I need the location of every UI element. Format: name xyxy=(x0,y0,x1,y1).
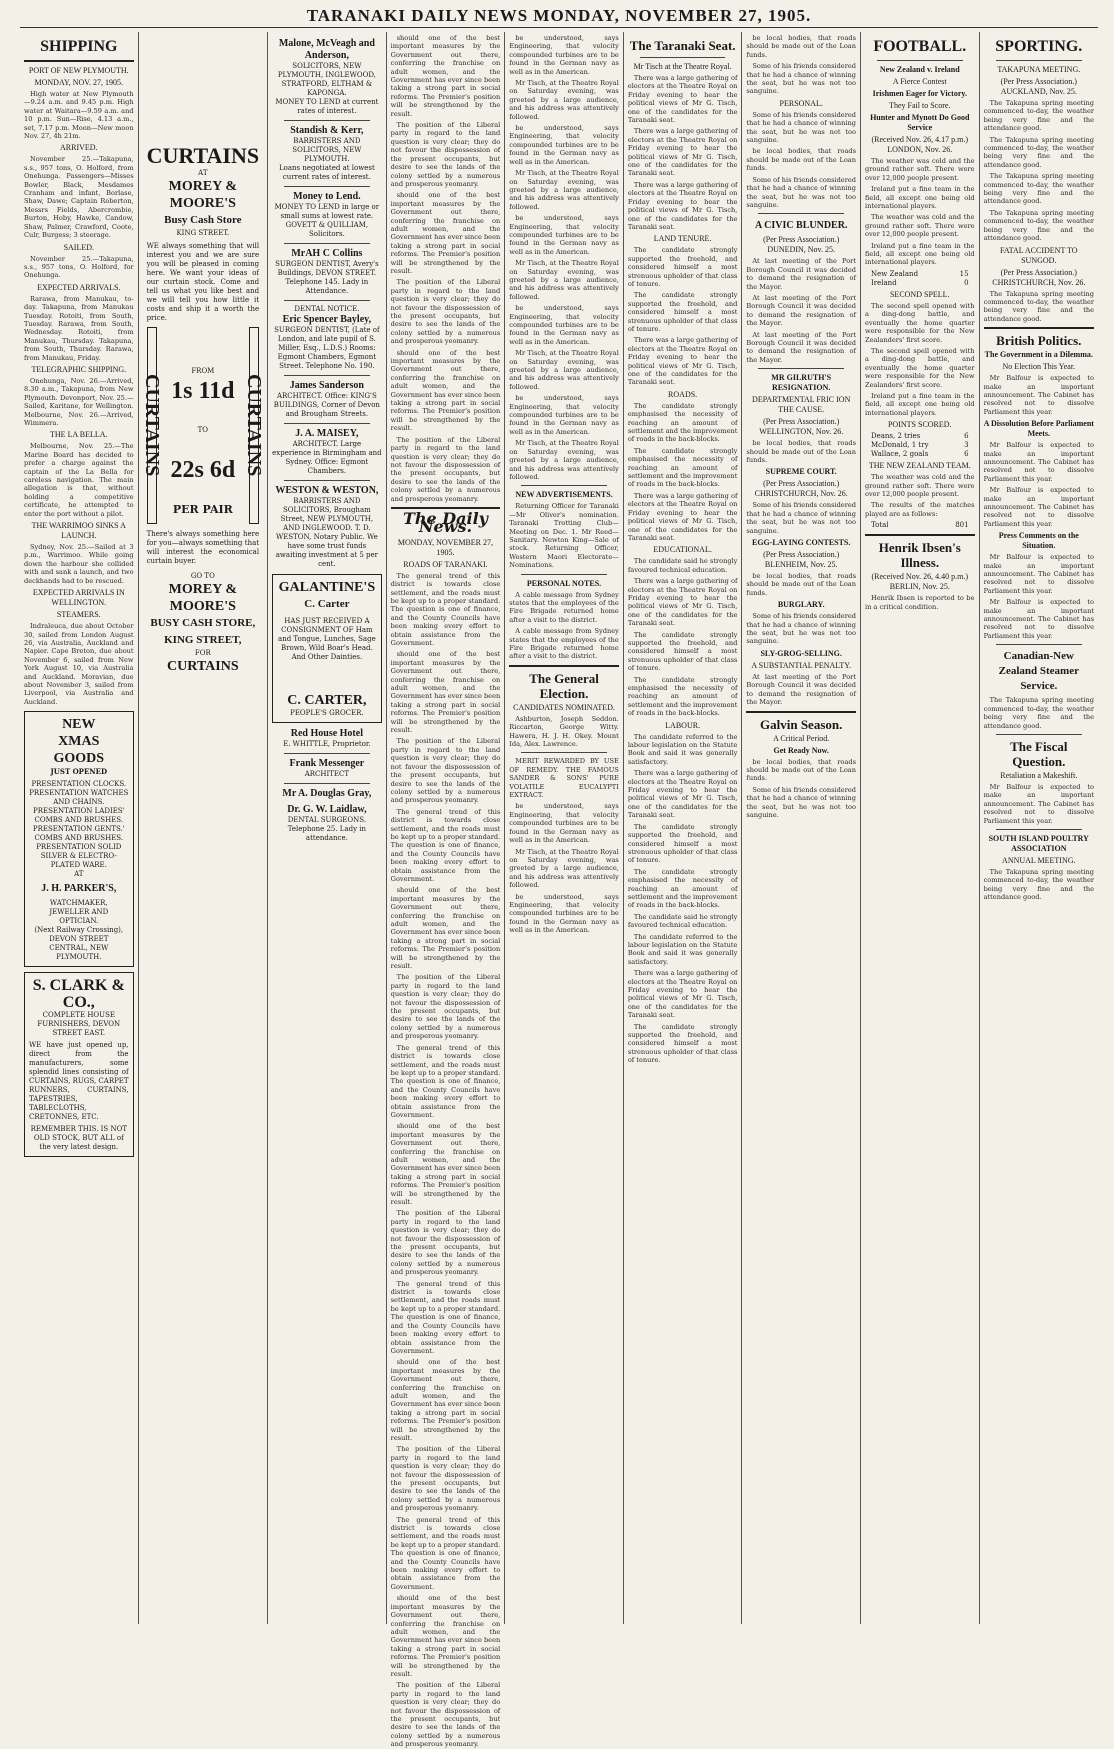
bayley-sub: SURGEON DENTIST, (Late of London, and late pupil of S. Miller, Esq., L.D.S.) Rooms: Egmont Chambers, Egmont Street. Telephone No. 190. xyxy=(274,326,380,370)
article-text: Some of his friends considered that he had a chance of winning the seat, but he was not too sanguine. xyxy=(746,62,856,96)
points-heading: POINTS SCORED. xyxy=(887,420,952,430)
article-text: The weather was cold and the ground rather soft. There were over 12,000 people present. xyxy=(864,157,975,182)
candidates-heading: CANDIDATES NOMINATED. xyxy=(513,702,615,712)
score-value: 15 xyxy=(959,269,969,278)
busy-store: Busy Cash Store xyxy=(164,214,242,226)
article-text: There was a large gathering of electors at the Theatre Royal on Friday evening to hear the political views of Mr G. Tisch, one of the candidates for the Taranaki seat. xyxy=(627,969,738,1020)
divider xyxy=(996,60,1082,61)
malone-sub: SOLICITORS, NEW PLYMOUTH, INGLEWOOD, STRATFORD, ELTHAM & KAPONGA. xyxy=(277,62,376,97)
sporting-heading: SPORTING. xyxy=(995,38,1083,55)
score-value: 0 xyxy=(964,278,969,287)
ibsen-sub: (Received Nov. 26, 4.40 p.m.) BERLIN, Nov. 25. xyxy=(871,572,969,592)
article-text: At last meeting of the Port Borough Council it was decided to demand the resignation of the Mayor. xyxy=(746,293,856,328)
clark-foot: REMEMBER THIS. IS NOT OLD STOCK, BUT ALL of the very latest design. xyxy=(30,1125,127,1152)
article-text: The Takapuna spring meeting commenced to-day, the weather being very fine and the attendance good. xyxy=(983,696,1095,730)
article-text: Mr Tisch, at the Theatre Royal on Saturday evening, was greeted by a large audience, and his address was attentively followed. xyxy=(509,847,619,890)
column-5 xyxy=(505,32,624,1624)
article-text: The candidate said he strongly favoured technical education. xyxy=(627,912,738,930)
candidates-text: Ashburton, Joseph Seddon. Riccarton, George Witty. Hawera, H. J. H. Okey. Mount Ida, Alex. Lawrence. xyxy=(509,714,619,749)
daily-news-date: MONDAY, NOVEMBER 27, 1905. xyxy=(397,537,494,557)
article-text: The candidate strongly supported the freehold, and considered himself a most strenuous upholder of that class of tenure. xyxy=(627,630,738,673)
critical-heading: A Critical Period. xyxy=(773,733,830,743)
article-text: Mr Tisch, at the Theatre Royal on Saturday evening, was greeted by a large audience, and his address was attentively followed. xyxy=(509,259,619,301)
article-text: be understood, says Engineering, that velocity compounded turbines are to be found in the German navy as well as in the American. xyxy=(509,34,619,76)
column-7 xyxy=(742,32,861,1624)
article-text: The Takapuna spring meeting commenced to-day, the weather being very fine and the attendance good. xyxy=(983,99,1095,133)
clark-name: S. CLARK & CO., xyxy=(32,977,125,1012)
galvin-heading: Galvin Season. xyxy=(760,716,843,732)
ad-new: NEW xyxy=(62,717,96,733)
irishmen-heading: Irishmen Eager for Victory. xyxy=(872,89,967,98)
money-name: Money to Lend. xyxy=(293,191,361,202)
divider xyxy=(284,480,370,481)
parker-address: (Next Railway Crossing), DEVON STREET CENTRAL, NEW PLYMOUTH. xyxy=(34,926,124,962)
column-6 xyxy=(624,32,743,1624)
article-text: The second spell opened with a ding-dong battle, and eventually the home quarter were responsible for the New Zealanders' first score. xyxy=(864,346,975,389)
malone-name: Malone, McVeagh and Anderson, xyxy=(278,38,375,61)
article-text: be understood, says Engineering, that velocity compounded turbines are to be found in the German navy as well as in the American. xyxy=(509,892,619,935)
laidlaw-sub: DENTAL SURGEONS. Telephone 25. Lady in attendance. xyxy=(287,816,367,842)
article-text: There was a large gathering of electors at the Theatre Royal on Friday evening to hear the political views of Mr G. Tisch, one of the candidates for the Taranaki seat. xyxy=(627,769,738,820)
divider xyxy=(284,783,370,784)
roads-heading: ROADS. xyxy=(668,389,698,399)
labour-heading: LABOUR. xyxy=(665,720,701,730)
money-line: MONEY TO LEND in large or small sums at lowest rate. GOVETT & QUILLIAM, Solicitors. xyxy=(274,203,380,238)
article-text: be local bodies, that roads should be made out of the Loan funds. xyxy=(746,34,856,59)
contest-heading: A Fierce Contest xyxy=(892,77,947,86)
go-to: GO TO xyxy=(190,572,215,580)
article-text: Some of his friends considered that he had a chance of winning the seat, but he was not too sanguine. xyxy=(746,612,856,646)
arrived-text: November 25.—Takapuna, s.s., 957 tons, O. Holford, from Onehunga. Passengers—Misses Bowler, Black, Mesdames Cranham and infant, Borlase, Shaw, Dawe; Captain Roberton, Messrs Fields, Abercrombie, Burton, Hoby, Hawke, Candow, Shaw, Palmer, Crawford, Coote, Culr, Burgess; 3 steerage. xyxy=(24,155,134,240)
article-text: The candidate strongly emphasised the necessity of reaching an amount of settlement and the improvement of roads in the back-blocks. xyxy=(627,675,738,718)
article-text: Some of his friends considered that he had a chance of winning the seat, but he was not too sanguine. xyxy=(746,175,856,209)
takapuna-heading: TAKAPUNA MEETING. xyxy=(997,65,1081,74)
article-text: Ireland put a fine team in the field, all except one being old international players. xyxy=(864,391,975,417)
results-text: The results of the matches played are as follows: xyxy=(864,501,975,518)
ready-heading: Get Ready Now. xyxy=(773,745,829,755)
article-text: The candidate strongly emphasised the necessity of reaching an amount of settlement and the improvement of roads in the back-blocks. xyxy=(627,401,738,444)
retaliation-heading: Retaliation a Makeshift. xyxy=(1000,770,1078,780)
standish-sub: BARRISTERS AND SOLICITORS, NEW PLYMOUTH. xyxy=(292,137,362,163)
points-value: 6 xyxy=(964,432,969,441)
shipping-heading: SHIPPING xyxy=(40,38,118,55)
article-text: be local bodies, that roads should be made out of the Loan funds. xyxy=(746,757,856,783)
morey-name: MOREY & MOORE'S xyxy=(168,179,237,211)
for-text: FOR xyxy=(194,649,211,657)
article-text: Ireland put a fine team in the field, all except one being old international players. xyxy=(864,241,975,267)
editorial-text: The general trend of this district is towards close settlement, and the roads must be kept up to a proper standard. The question is one of finance, and the County Councils have been making every effort to obtain assistance from the Government. xyxy=(390,1279,501,1355)
article-text: The candidate strongly supported the freehold, and considered himself a most strenuous upholder of that class of tenure. xyxy=(627,822,738,865)
article-text: The Takapuna spring meeting commenced to-day, the weather being very fine and the attendance good. xyxy=(983,135,1095,169)
tides-text: High water at New Plymouth—9.24 a.m. and 9.45 p.m. High water at Waitara—9.59 a.m. and 10 p.m. Sun—Rise, 4.13 a.m., set, 7.17 p.m. Moon—New moon Nov. 27, 4h 21m. xyxy=(24,90,134,141)
clark-sub: COMPLETE HOUSE FURNISHERS, DEVON STREET EAST. xyxy=(37,1011,121,1038)
article-text: The candidate referred to the labour legislation on the Statute Book and said it was generally satisfactory. xyxy=(627,932,738,966)
personal-text: A cable message from Sydney states that the employees of the Fire Brigade returned home after a visit to the district. xyxy=(509,590,619,624)
article-text: be local bodies, that roads should be made out of the Loan funds. xyxy=(746,439,856,464)
dilemma-heading: The Government in a Dilemma. xyxy=(984,350,1093,360)
civic-sub: (Per Press Association.) DUNEDIN, Nov. 25. xyxy=(763,235,840,255)
port-date: MONDAY, NOV. 27, 1905. xyxy=(34,78,124,87)
article-text: There was a large gathering of electors at the Theatre Royal on Friday evening to hear the political views of Mr G. Tisch, one of the candidates for the Taranaki seat. xyxy=(627,74,738,125)
editorial-text: The general trend of this district is towards close settlement, and the roads must be kept up to a proper standard. The question is one of finance, and the County Councils have been making every effort to obtain assistance from the Government. xyxy=(390,1043,501,1119)
football-heading: FOOTBALL. xyxy=(873,38,967,55)
article-text: The candidate strongly supported the freehold, and considered himself a most strenuous upholder of that class of tenure. xyxy=(627,246,738,288)
divider xyxy=(284,120,370,121)
divider xyxy=(24,60,134,62)
column-2 xyxy=(139,32,269,1624)
editorial-text: should one of the best important measures by the Government out there, conferring the franchise on adult women, and the Government has ever since been taking a strong part in social reforms. The Premier's position will be strengthened by the result. xyxy=(390,650,501,735)
editorial-text: The general trend of this district is towards close settlement, and the roads must be kept up to a proper standard. The question is one of finance, and the County Councils have been making every effort to obtain assistance from the Government. xyxy=(390,571,501,647)
curtains-vertical-left: CURTAINS xyxy=(147,327,157,524)
article-text: The candidate said he strongly favoured technical education. xyxy=(627,557,738,574)
column-8 xyxy=(861,32,980,1624)
new-adv-text: Returning Officer for Taranaki—Mr Oliver's nomination. Taranaki Trotting Club—Meeting on Dec. 1. Mr Reed—Sanitary. Newton King—Sale of stock. Returning Officer, Western Maori Electorate—Nominations. xyxy=(509,502,619,570)
points-value: 3 xyxy=(964,441,969,450)
article-text: be understood, says Engineering, that velocity compounded turbines are to be found in the German navy as well as in the American. xyxy=(509,802,619,845)
port-heading: PORT OF NEW PLYMOUTH. xyxy=(28,66,129,75)
weston-sub: BARRISTERS AND SOLICITORS, Brougham Street, NEW PLYMOUTH, AND INGLEWOOD. T. D. WESTON, Notary Public. We have some trust funds awaiting investment at 5 per cent. xyxy=(275,497,379,568)
weston-name: WESTON & WESTON, xyxy=(275,485,379,496)
election-heading: The General Election. xyxy=(529,670,599,701)
fatal-heading: FATAL ACCIDENT TO SUNGOD. xyxy=(999,245,1078,265)
article-text: Mr Balfour is expected to make an important announcement. The Cabinet has resolved not to dissolve Parliament this year. xyxy=(983,441,1095,483)
curtains-price-box xyxy=(140,327,266,524)
morey-name-2: MOREY & MOORE'S xyxy=(168,582,237,614)
remedy-text: MERIT REWARDED BY USE OF REMEDY. THE FAMOUS SANDER & SONS' PURE VOLATILE EUCALYPTI EXTRACT. xyxy=(509,757,619,800)
comments-heading: Press Comments on the Situation. xyxy=(998,531,1079,551)
score-row xyxy=(865,279,975,288)
article-text: The position of the Liberal party in regard to the land question is very clear; they do not favour the dispossession of the present occupants, but desire to see the lands of the colony settled by a numerous and prosperous yeomanry. xyxy=(390,121,501,188)
points-player: Deans, 2 tries xyxy=(870,432,921,441)
article-text: be understood, says Engineering, that velocity compounded turbines are to be found in the German navy as well as in the American. xyxy=(509,214,619,256)
column-4 xyxy=(387,32,506,1749)
poultry-heading: SOUTH ISLAND POULTRY ASSOCIATION xyxy=(988,833,1089,853)
king-street: KING STREET. xyxy=(176,229,230,237)
curtains-heading: CURTAINS xyxy=(146,143,260,168)
curtains-at: AT xyxy=(198,169,208,177)
article-text: be understood, says Engineering, that velocity compounded turbines are to be found in the German navy as well as in the American. xyxy=(509,124,619,166)
editorial-text: The position of the Liberal party in regard to the land question is very clear; they do not favour the dispossession of the present occupants, but desire to see the lands of the colony settled by a numerous and prosperous yeomanry. xyxy=(390,1445,501,1513)
article-text: The candidate strongly supported the freehold, and considered himself a most strenuous upholder of that class of tenure. xyxy=(627,1022,738,1065)
article-text: There was a large gathering of electors at the Theatre Royal on Friday evening to hear the political views of Mr G. Tisch, one of the candidates for the Taranaki seat. xyxy=(627,127,738,178)
article-text: At last meeting of the Port Borough Council it was decided to demand the resignation of the Mayor. xyxy=(746,257,856,291)
divider xyxy=(284,423,370,424)
sailed-text: November 25.—Takapuna, s.s., 957 tons, O. Holford, for Onehunga. xyxy=(24,254,134,280)
penalty-heading: A SUBSTANTIAL PENALTY. xyxy=(751,660,852,670)
annual-heading: ANNUAL MEETING. xyxy=(1002,855,1076,865)
editorial-text: The position of the Liberal party in regard to the land question is very clear; they do not favour the dispossession of the present occupants, but desire to see the lands of the colony settled by a numerous and prosperous yeomanry. xyxy=(390,973,501,1041)
editorial-text: should one of the best important measures by the Government out there, conferring the franchise on adult women, and the Government has ever since been taking a strong part in social reforms. The Premier's position will be strengthened by the result. xyxy=(390,1594,501,1678)
points-player: McDonald, 1 try xyxy=(870,441,929,450)
departmental-heading: DEPARTMENTAL FRIC ION THE CAUSE. xyxy=(752,395,851,415)
article-text: Mr Balfour is expected to make an important announcement. The Cabinet has resolved not to dissolve Parliament this year. xyxy=(983,782,1095,825)
carter-name: C. CARTER, xyxy=(287,693,367,708)
divider xyxy=(521,752,607,753)
article-text: Mr Balfour is expected to make an important announcement. The Cabinet has resolved not to dissolve Parliament this year. xyxy=(983,553,1095,595)
ad-at: AT xyxy=(74,870,84,879)
divider xyxy=(284,375,370,376)
divider xyxy=(877,60,963,61)
sanderson-name: James Sanderson xyxy=(289,380,364,391)
dateline: (Received Nov. 26, 4.17 p.m.) LONDON, Nov. 26. xyxy=(871,135,969,154)
article-text: should one of the best important measures by the Government out there, conferring the franchise on adult women, and the Government has ever since been taking a strong part in social reforms. The Premier's position will be strengthened by the result. xyxy=(390,191,501,275)
sanderson-sub: ARCHITECT. Office: KING'S BUILDINGS, Corner of Devon and Brougham Streets. xyxy=(273,392,380,418)
article-text: The Takapuna spring meeting commenced to-day, the weather being very fine and the attendance good. xyxy=(983,867,1095,902)
sly-grog-heading: SLY-GROG-SELLING. xyxy=(760,648,842,658)
article-text: be local bodies, that roads should be made out of the Loan funds. xyxy=(746,572,856,597)
article-text: be understood, says Engineering, that velocity compounded turbines are to be found in the German navy as well as in the American. xyxy=(509,304,619,346)
tisch-heading: Mr Tisch at the Theatre Royal. xyxy=(633,62,732,71)
supreme-heading: SUPREME COURT. xyxy=(765,467,837,477)
divider xyxy=(521,574,607,575)
fatal-sub: (Per Press Association.) CHRISTCHURCH, Nov. 26. xyxy=(992,267,1086,287)
king-street-2: KING STREET, xyxy=(164,634,242,646)
divider xyxy=(521,485,607,486)
masthead: TARANAKI DAILY NEWS MONDAY, NOVEMBER 27, 1905. xyxy=(20,6,1098,28)
editorial-heading: ROADS OF TARANAKI. xyxy=(403,559,488,569)
land-heading: LAND TENURE. xyxy=(653,234,712,244)
supreme-sub: (Per Press Association.) CHRISTCHURCH, Nov. 26. xyxy=(754,479,848,499)
standish-name: Standish & Kerr, xyxy=(290,125,364,136)
egg-sub: (Per Press Association.) BLENHEIM, Nov. 25. xyxy=(763,550,840,570)
score-team: New Zealand xyxy=(870,269,919,278)
article-text: Mr Tisch, at the Theatre Royal on Saturday evening, was greeted by a large audience, and his address was attentively followed. xyxy=(509,439,619,481)
article-text: The second spell opened with a ding-dong battle, and eventually the home quarter were responsible for the New Zealanders' first score. xyxy=(864,301,975,344)
divider xyxy=(758,213,844,214)
takapuna-sub: (Per Press Association.) AUCKLAND, Nov. 25. xyxy=(1000,77,1077,96)
clark-ad xyxy=(24,972,134,1157)
ad-xmas: XMAS xyxy=(58,734,100,750)
article-text: should one of the best important measures by the Government out there, conferring the franchise on adult women, and the Government has ever since been taking a strong part in social reforms. The Premier's position will be strengthened by the result. xyxy=(390,34,501,118)
carter-sub: HAS JUST RECEIVED A CONSIGNMENT OF Ham and Tongue, Lunches, Sage Brown, Wild Boar's Head. And Other Dainties. xyxy=(278,617,376,661)
arrived-heading: ARRIVED. xyxy=(60,143,98,153)
ad-just-opened: JUST OPENED xyxy=(50,767,108,777)
newspaper-page xyxy=(20,32,1098,1749)
galantine-title: GALANTINE'S xyxy=(278,580,376,595)
total-label: Total xyxy=(870,521,889,530)
curtains-2: CURTAINS xyxy=(167,659,239,674)
collins-name: MrAH C Collins xyxy=(291,248,363,259)
curtains-ad xyxy=(140,39,266,679)
daily-news-title: The Daily News. xyxy=(402,508,488,537)
divider xyxy=(758,368,844,369)
malone-line: MONEY TO LEND at current rates of interest. xyxy=(275,98,379,115)
editorial-text: The position of the Liberal party in regard to the land question is very clear; they do not favour the dispossession of the present occupants, but desire to see the lands of the colony settled by a numerous and prosperous yeomanry. xyxy=(390,1681,501,1749)
divider xyxy=(865,534,975,536)
steamers-text: Indraleuca, due about October 30, sailed from London August 26, via Australia, Auckland and Napier. Cape Breton, due about November 6, sailed from New York August 10, via Australia and Auckland. Moravian, due about November 3, sailed from Liverpool, via Australia and Auckland. xyxy=(24,622,134,706)
fail-heading: They Fail to Score. xyxy=(889,101,951,110)
labella-text: Melbourne, Nov. 25.—The Marine Board has decided to prefer a charge against the captain of the La Bella for careless navigation. The main allegation is that, without holding a competitive certificate, he attempted to enter the port without a pilot. xyxy=(24,442,134,518)
score-team: Ireland xyxy=(870,278,897,287)
points-row xyxy=(865,450,975,459)
article-text: There was a large gathering of electors at the Theatre Royal on Friday evening to hear the political views of Mr G. Tisch, one of the candidates for the Taranaki seat. xyxy=(627,180,738,231)
column-1 xyxy=(20,32,139,1624)
divider xyxy=(984,327,1094,329)
warrimoo-text: Sydney, Nov. 25.—Sailed at 3 p.m., Warrimoo. While going down the harbour she collided with and sank a launch, and two deckhands had to be rescued. xyxy=(24,543,134,585)
editorial-text: should one of the best important measures by the Government out there, conferring the franchise on adult women, and the Government has ever since been taking a strong part in social reforms. The Premier's position will be strengthened by the result. xyxy=(390,1122,501,1206)
article-text: The weather was cold and the ground rather soft. There were over 12,000 people present. xyxy=(864,213,975,239)
personal-heading: PERSONAL NOTES. xyxy=(526,578,602,588)
editorial-text: The position of the Liberal party in regard to the land question is very clear; they do not favour the dispossession of the present occupants, but desire to see the lands of the colony settled by a numerous and prosperous yeomanry. xyxy=(390,737,501,805)
points-row xyxy=(865,441,975,450)
curtains-intro: WE always something that will interest you and we are sure you will be pleased in coming here. We want your ideas of our curtain stock. Come and tell us what you like best and we will tell you how little it costs and ship it a worth the price. xyxy=(146,242,260,322)
article-text: There was a large gathering of electors at the Theatre Royal on Friday evening to hear the political views of Mr G. Tisch, one of the candidates for the Taranaki seat. xyxy=(627,336,738,387)
busy-store-2: BUSY CASH STORE, xyxy=(150,617,256,629)
galantine-ad xyxy=(272,574,382,723)
steamers-heading: STEAMERS. xyxy=(56,610,101,620)
points-player: Wallace, 2 goals xyxy=(870,450,929,459)
article-text: Some of his friends considered that he had a chance of winning the seat, but he was not too sanguine. xyxy=(746,501,856,535)
collins-sub: SURGEON DENTIST, Avery's Buildings, DEVON STREET. Telephone 145. Lady in Attendance. xyxy=(275,260,379,295)
article-text: be understood, says Engineering, that velocity compounded turbines are to be found in the German navy as well as in the American. xyxy=(509,394,619,436)
price-high: 22s 6d xyxy=(170,457,236,483)
education-heading: EDUCATIONAL. xyxy=(653,545,712,555)
article-text: There was a large gathering of electors at the Theatre Royal on Friday evening to hear the political views of Mr G. Tisch, one of the candidates for the Taranaki seat. xyxy=(627,491,738,542)
article-text: Ireland put a fine team in the field, all except one being old international players. xyxy=(864,185,975,211)
editorial-text: The general trend of this district is towards close settlement, and the roads must be kept up to a proper standard. The question is one of finance, and the County Councils have been making every effort to obtain assistance from the Government. xyxy=(390,1515,501,1591)
personal-text: A cable message from Sydney states that the employees of the Fire Brigade returned home after a visit to the district. xyxy=(509,627,619,661)
per-pair: PER PAIR xyxy=(172,503,233,516)
maisey-name: J. A. MAISEY, xyxy=(295,428,359,439)
canadian-heading: Canadian-New Zealand Steamer Service. xyxy=(998,650,1079,693)
expected-text: Rarawa, from Manukau, to-day. Takapuna, from Manukau Tuesday. Rotoiti, from South, Tuesday. Rarawa, from South, Wednesday. Rotoiti, from Manukau, Thursday. Takapuna, from South, Thursday. Rarawa, from Manukau, Friday. xyxy=(24,294,134,362)
dissolution-heading: A Dissolution Before Parliament Meets. xyxy=(983,419,1094,439)
editorial-text: The position of the Liberal party in regard to the land question is very clear; they do not favour the dispossession of the present occupants, but desire to see the lands of the colony settled by a numerous and prosperous yeomanry. xyxy=(390,1209,501,1277)
laidlaw-name: Dr. G. W. Laidlaw, xyxy=(287,804,367,815)
article-text: should one of the best important measures by the Government out there, conferring the franchise on adult women, and the Government has ever since been taking a strong part in social reforms. The Premier's position will be strengthened by the result. xyxy=(390,348,501,433)
article-text: The Takapuna spring meeting commenced to-day, the weather being very fine and the attendance good. xyxy=(983,172,1095,206)
article-text: Mr Balfour is expected to make an important announcement. The Cabinet has resolved not to dissolve Parliament this year. xyxy=(983,486,1095,528)
personal-heading: PERSONAL. xyxy=(779,98,823,108)
seat-heading: The Taranaki Seat. xyxy=(629,38,736,53)
telegraphic-text: Onehunga, Nov. 26.—Arrived, 8.30 a.m., Takapuna, from New Plymouth. Devonport, Nov. 25.—Sailed, Karitane, for Wellington. Melbourne, Nov. 26.—Arrived, Wimmera. xyxy=(24,376,134,427)
price-from: FROM xyxy=(191,367,215,375)
article-text: Some of his friends considered that he had a chance of winning the seat, but he was not too sanguine. xyxy=(746,785,856,819)
divider xyxy=(996,734,1082,735)
points-row xyxy=(865,432,975,441)
article-text: Mr Balfour is expected to make an important announcement. The Cabinet has resolved not to dissolve Parliament this year. xyxy=(983,374,1095,416)
gilruth-heading: MR GILRUTH'S RESIGNATION. xyxy=(771,373,832,393)
divider xyxy=(996,644,1082,645)
curtains-vertical-right: CURTAINS xyxy=(249,327,259,524)
article-text: At last meeting of the Port Borough Council it was decided to demand the resignation of the Mayor. xyxy=(746,672,856,707)
gilruth-sub: (Per Press Association.) WELLINGTON, Nov. 26. xyxy=(759,417,844,437)
article-text: The position of the Liberal party in regard to the land question is very clear; they do not favour the dispossession of the present occupants, but desire to see the lands of the colony settled by a numerous and prosperous yeomanry. xyxy=(390,278,501,346)
fiscal-heading: The Fiscal Question. xyxy=(1010,738,1068,769)
team-heading: THE NEW ZEALAND TEAM. xyxy=(868,461,971,471)
article-text: The candidate strongly emphasised the necessity of reaching an amount of settlement and the improvement of roads in the back-blocks. xyxy=(627,446,738,489)
expected-wellington-heading: EXPECTED ARRIVALS IN WELLINGTON. xyxy=(32,588,125,608)
total-value: 801 xyxy=(955,521,969,530)
article-text: Some of his friends considered that he had a chance of winning the seat, but he was not too sanguine. xyxy=(746,110,856,145)
whittle-name: E. WHITTLE, Proprietor. xyxy=(283,740,371,748)
article-text: Mr Balfour is expected to make an important announcement. The Cabinet has resolved not to dissolve Parliament this year. xyxy=(983,598,1095,640)
sailed-heading: SAILED. xyxy=(63,242,95,252)
dental-notice: DENTAL NOTICE. xyxy=(294,305,360,313)
article-text: The Takapuna spring meeting commenced to-day, the weather being very fine and the attendance good. xyxy=(983,208,1095,243)
standish-line: Loans negotiated at lowest current rates of interest. xyxy=(278,164,375,181)
second-spell-heading: SECOND SPELL. xyxy=(889,289,950,299)
price-to: TO xyxy=(197,426,209,434)
article-text: The candidate referred to the labour legislation on the Statute Book and said it was generally satisfactory. xyxy=(627,732,738,766)
bayley-name: Eric Spencer Bayley, xyxy=(282,314,372,325)
match-heading: New Zealand v. Ireland xyxy=(879,65,960,74)
score-row xyxy=(865,270,975,279)
no-election-heading: No Election This Year. xyxy=(1002,362,1076,372)
divider xyxy=(509,665,619,667)
curtains-foot: There's always something here for you—always something that will interest the economical curtain buyer. xyxy=(146,530,260,565)
new-adv-heading: NEW ADVERTISEMENTS. xyxy=(515,490,613,500)
maisey-sub: ARCHITECT. Large experience in Birmingham and Sydney. Office: Egmont Chambers. xyxy=(272,440,382,475)
article-text: Mr Tisch, at the Theatre Royal on Saturday evening, was greeted by a large audience, and his address was attentively followed. xyxy=(509,79,619,121)
peoples-grocer: PEOPLE'S GROCER. xyxy=(290,709,364,717)
ad-goods: GOODS xyxy=(53,751,105,767)
messenger-sub: ARCHITECT xyxy=(304,770,350,778)
article-text: Mr Tisch, at the Theatre Royal on Saturday evening, was greeted by a large audience, and his address was attentively followed. xyxy=(509,349,619,391)
article-text: The candidate strongly supported the freehold, and considered himself a most strenuous upholder of that class of tenure. xyxy=(627,291,738,333)
price-low: 1s 11d xyxy=(171,378,235,404)
article-text: Mr Tisch, at the Theatre Royal on Saturday evening, was greeted by a large audience, and his address was attentively followed. xyxy=(509,169,619,211)
telegraphic-heading: TELEGRAPHIC SHIPPING. xyxy=(31,364,127,374)
labella-heading: THE LA BELLA. xyxy=(50,430,108,440)
editorial-text: should one of the best important measures by the Government out there, conferring the franchise on adult women, and the Government has ever since been taking a strong part in social reforms. The Premier's position will be strengthened by the result. xyxy=(390,1358,501,1442)
ibsen-heading: Henrik Ibsen's Illness. xyxy=(878,540,961,571)
article-text: There was a large gathering of electors at the Theatre Royal on Friday evening to hear the political views of Mr G. Tisch, one of the candidates for the Taranaki seat. xyxy=(627,577,738,628)
article-text: The Takapuna spring meeting commenced to-day, the weather being very fine and the attendance good. xyxy=(983,289,1095,323)
burglary-heading: BURGLARY. xyxy=(777,600,825,610)
divider xyxy=(284,243,370,244)
hunter-heading: Hunter and Mynott Do Good Service xyxy=(870,113,970,132)
gray-name: Mr A. Douglas Gray, xyxy=(282,788,372,799)
warrimoo-heading: THE WARRIMOO SINKS A LAUNCH. xyxy=(31,521,126,541)
divider xyxy=(284,300,370,301)
editorial-text: should one of the best important measures by the Government out there, conferring the franchise on adult women, and the Government has ever since been taking a strong part in social reforms. The Premier's position will be strengthened by the result. xyxy=(390,886,501,971)
british-heading: British Politics. xyxy=(996,333,1082,349)
ad-items: PRESENTATION CLOCKS. PRESENTATION WATCHES AND CHAINS. PRESENTATION LADIES' COMBS AND BRUSHES. PRESENTATION GENTS.' COMBS AND BRUSHES. PRESENTATION SOLID SILVER & ELECTRO-PLATED WARE. xyxy=(29,780,129,870)
civic-heading: A CIVIC BLUNDER. xyxy=(754,220,848,232)
redhouse-name: Red House Hotel xyxy=(290,728,363,739)
article-text: The position of the Liberal party in regard to the land question is very clear; they do not favour the dispossession of the present occupants, but desire to see the lands of the colony settled by a numerous and prosperous yeomanry. xyxy=(390,435,501,503)
column-9 xyxy=(980,32,1098,1624)
article-text: The candidate strongly emphasised the necessity of reaching an amount of settlement and the improvement of roads in the back-blocks. xyxy=(627,867,738,910)
messenger-name: Frank Messenger xyxy=(289,758,365,769)
price-block xyxy=(157,327,249,524)
xmas-goods-ad xyxy=(24,711,134,967)
article-text: At last meeting of the Port Borough Council it was decided to demand the resignation of the Mayor. xyxy=(746,330,856,364)
carter-title: C. Carter xyxy=(304,598,350,610)
article-text: be local bodies, that roads should be made out of the Loan funds. xyxy=(746,147,856,173)
divider xyxy=(284,186,370,187)
divider xyxy=(640,57,726,58)
clark-text: WE have just opened up, direct from the manufacturers, some splendid lines consisting of CURTAINS, RUGS, CARPET RUNNERS, CURTAINS, TAPESTRIES, TABLECLOTHS, CRETONNES, ETC. xyxy=(29,1041,129,1122)
column-3 xyxy=(268,32,387,1624)
parker-sub: WATCHMAKER, JEWELLER AND OPTICIAN. xyxy=(49,899,109,926)
divider xyxy=(284,753,370,754)
divider xyxy=(746,711,856,713)
editorial-text: The general trend of this district is towards close settlement, and the roads must be kept up to a proper standard. The question is one of finance, and the County Councils have been making every effort to obtain assistance from the Government. xyxy=(390,807,501,883)
points-value: 6 xyxy=(964,450,969,459)
divider xyxy=(996,829,1082,830)
article-text: Henrik Ibsen is reported to be in a critical condition. xyxy=(864,594,975,611)
parker-name: J. H. PARKER'S, xyxy=(41,883,117,895)
expected-heading: EXPECTED ARRIVALS. xyxy=(37,282,121,292)
article-text: The weather was cold and the ground rather soft. There were over 12,000 people present. xyxy=(864,473,975,498)
egg-heading: EGG-LAYING CONTESTS. xyxy=(751,538,851,548)
total-row xyxy=(865,521,975,530)
